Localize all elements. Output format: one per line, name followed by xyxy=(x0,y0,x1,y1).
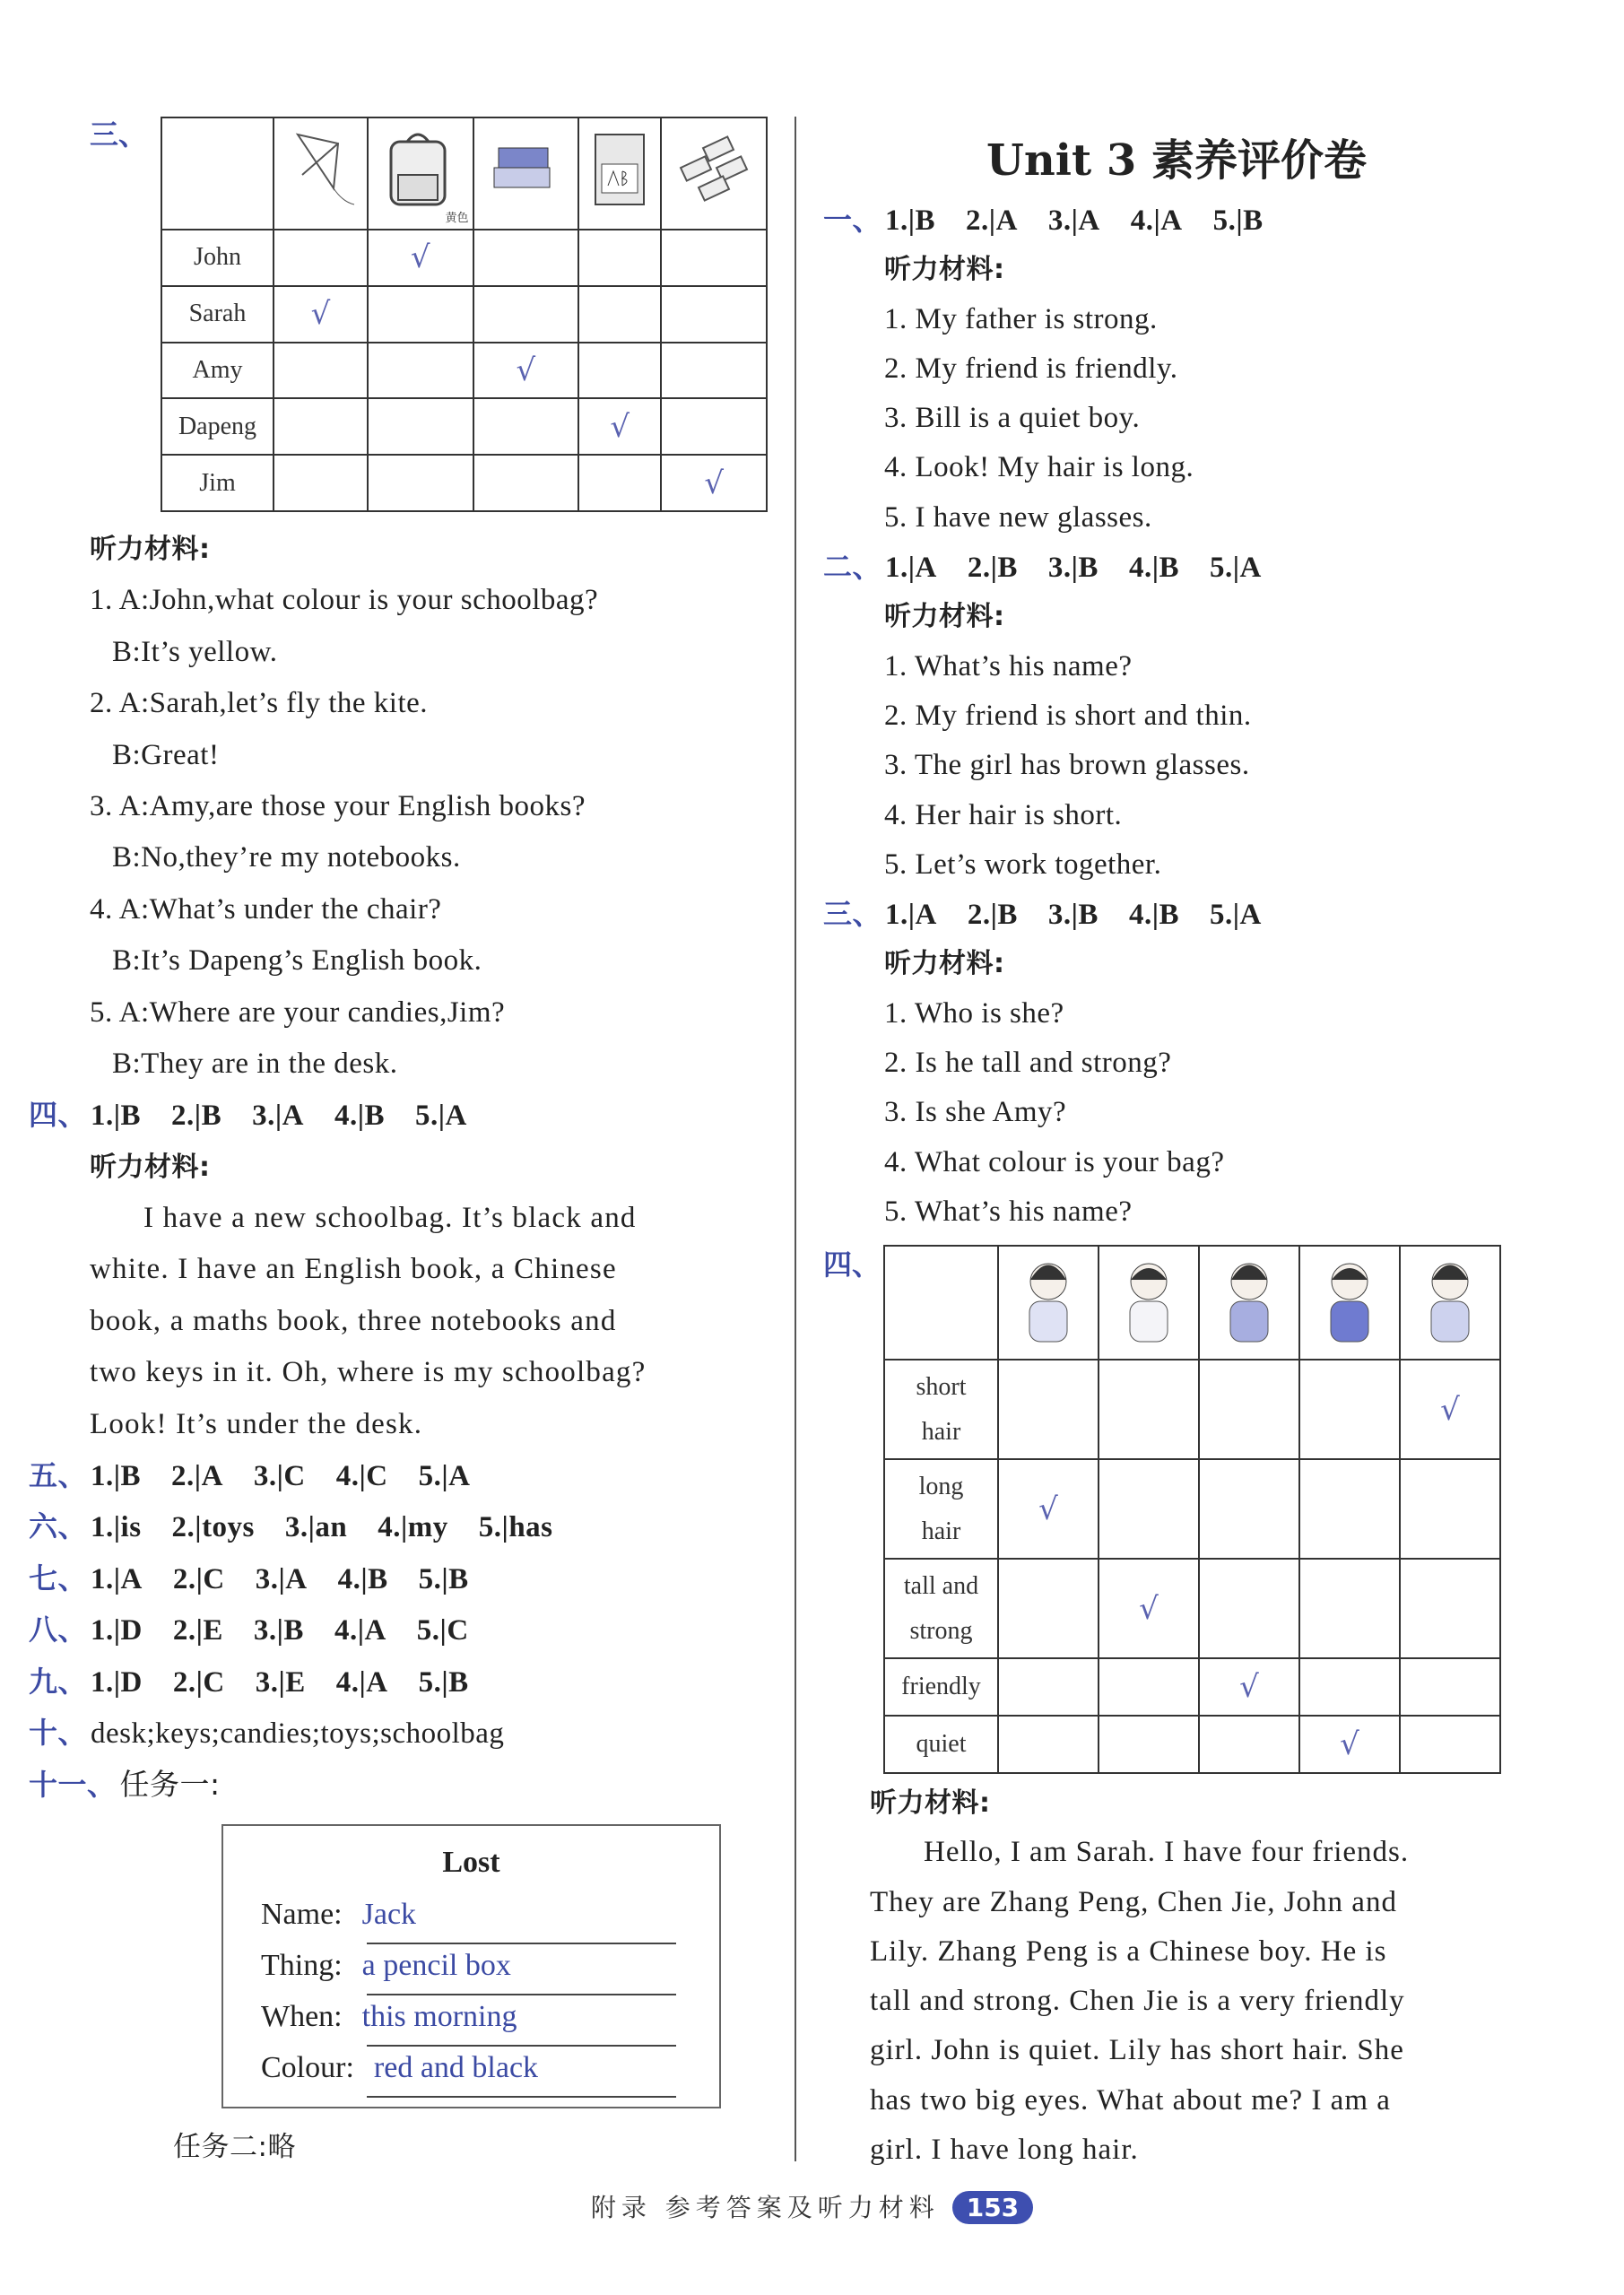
check-cell xyxy=(1299,1360,1400,1459)
table-row xyxy=(161,455,767,511)
candies-icon xyxy=(673,185,754,213)
answer-item: 2.|A xyxy=(966,204,1018,237)
answer-item: 5.|has xyxy=(478,1511,553,1544)
table-row xyxy=(161,343,767,399)
answer-item: 2.|E xyxy=(172,1614,223,1647)
child-header-cell xyxy=(1099,1246,1199,1360)
check-cell xyxy=(1099,1459,1199,1559)
field-label: Name: xyxy=(261,1898,343,1931)
english-book-icon xyxy=(588,189,651,217)
answer-text: desk;keys;candies;toys;schoolbag xyxy=(91,1717,505,1750)
check-cell xyxy=(368,398,473,455)
trait-label: strong xyxy=(909,1616,973,1645)
answer-row xyxy=(823,543,1603,592)
field-value: Jack xyxy=(361,1898,417,1931)
field-label: When: xyxy=(261,2000,343,2033)
listening-heading: 听力材料: xyxy=(884,601,1005,633)
answer-item: 3.|B xyxy=(1047,552,1099,585)
listening-heading: 听力材料: xyxy=(884,254,1005,286)
checkmark-icon: √ xyxy=(704,465,724,501)
task-2-text: 任务二:略 xyxy=(173,2131,296,2163)
check-cell xyxy=(661,343,767,399)
item-header-cell xyxy=(661,117,767,230)
answer-item: 1.|B xyxy=(91,1460,142,1493)
notebooks-icon xyxy=(485,180,566,208)
trait-cell xyxy=(884,1716,998,1773)
section-marker: 四、 xyxy=(29,1098,88,1133)
lost-title: Lost xyxy=(442,1846,500,1879)
answer-row xyxy=(29,1501,789,1552)
trait-label: quiet xyxy=(916,1730,967,1758)
dialogue-line: 2. A:Sarah,let’s fly the kite. xyxy=(90,687,429,720)
section-marker: 八、 xyxy=(29,1613,88,1647)
child-avatar-icon xyxy=(1419,1323,1481,1351)
trait-label: hair xyxy=(921,1417,961,1446)
check-cell xyxy=(274,455,368,511)
answer-item: 2.|C xyxy=(172,1562,225,1595)
check-cell xyxy=(578,398,661,455)
check-cell xyxy=(1299,1459,1400,1559)
listening-line: 1. Who is she? xyxy=(884,996,1064,1030)
lost-row-colour xyxy=(261,2051,538,2085)
header-row xyxy=(884,1246,1500,1360)
right-column xyxy=(823,196,1603,1237)
trait-label: long xyxy=(918,1472,964,1500)
item-header-cell xyxy=(578,117,661,230)
left-column xyxy=(29,524,789,1811)
check-cell xyxy=(998,1716,1099,1773)
field-underline xyxy=(367,1994,676,1995)
answers xyxy=(91,1091,498,1142)
check-cell xyxy=(1400,1658,1500,1716)
dialogue-line: B:No,they’re my notebooks. xyxy=(112,841,461,874)
answer-item: 2.|C xyxy=(172,1665,225,1699)
check-cell xyxy=(1099,1559,1199,1658)
check-cell xyxy=(274,286,368,343)
table-row xyxy=(884,1716,1500,1773)
item-header-cell xyxy=(473,117,579,230)
answer-item: 2.|A xyxy=(171,1460,223,1493)
listening-line: 5. I have new glasses. xyxy=(884,500,1152,534)
check-cell xyxy=(1199,1658,1299,1716)
answer-item: 1.|A xyxy=(91,1562,143,1595)
lost-row-when xyxy=(261,2000,517,2034)
answers xyxy=(91,1605,499,1656)
answer-item: 5.|C xyxy=(416,1614,469,1647)
name-cell: Dapeng xyxy=(161,398,274,455)
section-marker: 一、 xyxy=(823,203,882,237)
check-cell xyxy=(578,343,661,399)
dialogue-line: B:It’s Dapeng’s English book. xyxy=(112,944,482,978)
answer-row xyxy=(29,1759,789,1810)
dialogue-line: B:Great! xyxy=(112,738,220,771)
answer-item: 4.|B xyxy=(334,1100,385,1133)
answer-item: 1.|A xyxy=(885,552,937,585)
table-row xyxy=(161,286,767,343)
check-cell xyxy=(1099,1716,1199,1773)
field-label: Thing: xyxy=(261,1949,343,1982)
section-marker: 二、 xyxy=(823,550,882,585)
check-cell xyxy=(578,230,661,286)
item-header-cell xyxy=(274,117,368,230)
answer-item: 3.|A xyxy=(1047,204,1100,237)
answer-item: 1.|D xyxy=(91,1665,143,1699)
check-cell xyxy=(1199,1559,1299,1658)
listening-line: 4. Look! My hair is long. xyxy=(884,451,1194,484)
check-cell xyxy=(1099,1360,1199,1459)
check-cell xyxy=(1299,1658,1400,1716)
check-cell xyxy=(1199,1360,1299,1459)
dialogue-line: 1. A:John,what colour is your schoolbag? xyxy=(90,584,599,617)
traits-table xyxy=(883,1245,1501,1774)
lost-row-thing xyxy=(261,1949,511,1983)
answer-item: 1.|B xyxy=(885,204,936,237)
check-cell xyxy=(661,455,767,511)
check-cell xyxy=(274,230,368,286)
answers xyxy=(91,1502,584,1553)
lost-row-name xyxy=(261,1898,416,1932)
listening-line: 2. Is he tall and strong? xyxy=(884,1047,1172,1080)
checkmark-icon: √ xyxy=(610,408,630,445)
corner-cell xyxy=(884,1246,998,1360)
answer-item: 2.|B xyxy=(967,552,1018,585)
check-cell xyxy=(578,455,661,511)
check-cell xyxy=(998,1459,1099,1559)
checkmark-icon: √ xyxy=(516,352,536,388)
listening-line: 5. What’s his name? xyxy=(884,1195,1133,1228)
paragraph-line: has two big eyes. What about me? I am a xyxy=(870,2083,1391,2117)
paragraph-line: white. I have an English book, a Chinese xyxy=(90,1253,617,1286)
answer-item: 1.|B xyxy=(91,1100,142,1133)
answer-item: 3.|A xyxy=(255,1562,308,1595)
section-marker: 十一、 xyxy=(29,1768,117,1803)
check-cell xyxy=(1400,1459,1500,1559)
child-header-cell xyxy=(998,1246,1099,1360)
page-number: 153 xyxy=(952,2191,1033,2224)
answers xyxy=(91,1451,500,1502)
check-cell xyxy=(1199,1459,1299,1559)
answers xyxy=(885,891,1292,940)
page-footer xyxy=(0,2188,1624,2224)
section-marker: 六、 xyxy=(29,1509,88,1544)
trait-cell xyxy=(884,1559,998,1658)
answer-row xyxy=(29,1553,789,1604)
check-cell xyxy=(274,343,368,399)
field-label: Colour: xyxy=(261,2051,354,2084)
answer-item: 3.|E xyxy=(255,1665,306,1699)
checkmark-icon: √ xyxy=(310,296,331,333)
page-title: Unit 3 素养评价卷 xyxy=(986,135,1367,186)
check-cell xyxy=(473,230,579,286)
table-row xyxy=(884,1559,1500,1658)
check-cell xyxy=(1099,1658,1199,1716)
check-cell xyxy=(1400,1716,1500,1773)
check-cell xyxy=(1199,1716,1299,1773)
check-cell xyxy=(1299,1716,1400,1773)
checkmark-icon: √ xyxy=(1440,1391,1460,1428)
lost-notice xyxy=(221,1824,721,2108)
answer-item: 5.|A xyxy=(1209,899,1262,932)
trait-cell xyxy=(884,1459,998,1559)
table-row xyxy=(161,398,767,455)
paragraph-line: Hello, I am Sarah. I have four friends. xyxy=(924,1836,1410,1869)
answer-item: 3.|B xyxy=(1047,899,1099,932)
check-cell xyxy=(368,230,473,286)
check-cell xyxy=(661,398,767,455)
answer-row xyxy=(29,1450,789,1501)
paragraph-line: Lily. Zhang Peng is a Chinese boy. He is xyxy=(870,1934,1387,1968)
corner-cell xyxy=(161,117,274,230)
answer-item: 4.|B xyxy=(1128,899,1179,932)
task-1-label: 任务一: xyxy=(119,1767,221,1803)
name-cell: John xyxy=(161,230,274,286)
child-header-cell xyxy=(1199,1246,1299,1360)
paragraph-line: They are Zhang Peng, Chen Jie, John and xyxy=(870,1885,1397,1918)
field-underline xyxy=(367,1943,676,1944)
section-marker: 九、 xyxy=(29,1664,88,1699)
check-cell xyxy=(578,286,661,343)
check-cell xyxy=(998,1360,1099,1459)
answer-row xyxy=(29,1090,789,1141)
items-table xyxy=(161,117,768,512)
listening-line: 2. My friend is short and thin. xyxy=(884,699,1252,732)
trait-cell xyxy=(884,1658,998,1716)
paragraph-line: book, a maths book, three notebooks and xyxy=(90,1304,617,1337)
check-cell xyxy=(998,1559,1099,1658)
answer-row xyxy=(823,196,1603,245)
check-cell xyxy=(473,455,579,511)
section-3-marker: 三、 xyxy=(90,117,148,152)
name-cell: Jim xyxy=(161,455,274,511)
paragraph-line: Look! It’s under the desk. xyxy=(90,1407,423,1440)
answer-item: 4.|A xyxy=(1130,204,1183,237)
checkmark-icon: √ xyxy=(1239,1669,1259,1705)
listening-heading: 听力材料: xyxy=(884,948,1005,980)
listening-line: 3. The girl has brown glasses. xyxy=(884,749,1250,782)
answer-item: 1.|A xyxy=(885,899,937,932)
listening-line: 1. My father is strong. xyxy=(884,302,1158,335)
header-row xyxy=(161,117,767,230)
answer-item: 5.|A xyxy=(418,1460,471,1493)
section-marker: 十、 xyxy=(29,1715,88,1750)
check-cell xyxy=(998,1658,1099,1716)
table-row xyxy=(884,1459,1500,1559)
answer-item: 2.|B xyxy=(967,899,1018,932)
check-cell xyxy=(368,286,473,343)
answer-item: 3.|B xyxy=(253,1614,304,1647)
table-row xyxy=(161,230,767,286)
answer-item: 1.|is xyxy=(91,1511,142,1544)
answer-item: 4.|B xyxy=(1128,552,1179,585)
field-underline xyxy=(367,2096,676,2098)
name-cell: Sarah xyxy=(161,286,274,343)
check-cell xyxy=(473,398,579,455)
checkmark-icon: √ xyxy=(410,239,430,276)
check-cell xyxy=(1400,1559,1500,1658)
answer-item: 3.|C xyxy=(253,1460,306,1493)
section-marker: 五、 xyxy=(29,1458,88,1493)
child-avatar-icon xyxy=(1218,1323,1281,1351)
paragraph-line: girl. I have long hair. xyxy=(870,2134,1139,2167)
check-cell xyxy=(368,343,473,399)
listening-line: 4. Her hair is short. xyxy=(884,798,1123,831)
check-cell xyxy=(473,286,579,343)
check-cell xyxy=(1299,1559,1400,1658)
check-cell xyxy=(473,343,579,399)
paragraph-line: tall and strong. Chen Jie is a very friendly xyxy=(870,1985,1405,2018)
answer-row xyxy=(29,1604,789,1656)
child-avatar-icon xyxy=(1318,1323,1381,1351)
answer-item: 5.|B xyxy=(418,1562,469,1595)
answer-row xyxy=(823,890,1603,939)
check-cell xyxy=(274,398,368,455)
answer-item: 4.|A xyxy=(335,1665,388,1699)
section-marker: 三、 xyxy=(823,897,882,932)
answer-item: 4.|A xyxy=(334,1614,386,1647)
answers xyxy=(91,1657,499,1708)
listening-line: 5. Let’s work together. xyxy=(884,848,1162,881)
listening-heading: 听力材料: xyxy=(90,534,211,565)
field-value: red and black xyxy=(373,2051,539,2084)
trait-label: tall and xyxy=(903,1571,979,1600)
answer-item: 3.|an xyxy=(284,1511,348,1544)
answer-row xyxy=(29,1656,789,1708)
answer-item: 5.|B xyxy=(418,1665,469,1699)
check-cell xyxy=(661,286,767,343)
trait-label: friendly xyxy=(901,1673,981,1700)
item-header-cell xyxy=(368,117,473,230)
field-value: a pencil box xyxy=(361,1949,511,1982)
column-divider xyxy=(795,117,796,2161)
table-row xyxy=(884,1658,1500,1716)
listening-line: 4. What colour is your bag? xyxy=(884,1145,1225,1178)
answer-item: 5.|A xyxy=(414,1100,467,1133)
dialogue-line: B:It’s yellow. xyxy=(112,635,278,668)
dialogue-line: 4. A:What’s under the chair? xyxy=(90,892,442,926)
answer-item: 4.|C xyxy=(335,1460,388,1493)
section-4-marker-right: 四、 xyxy=(823,1247,881,1282)
name-cell: Amy xyxy=(161,343,274,399)
answer-item: 5.|B xyxy=(1212,204,1264,237)
dialogue-line: B:They are in the desk. xyxy=(112,1047,398,1080)
trait-cell xyxy=(884,1360,998,1459)
check-cell xyxy=(661,230,767,286)
paragraph-line: two keys in it. Oh, where is my schoolbag? xyxy=(90,1356,647,1389)
checkmark-icon: √ xyxy=(1340,1726,1359,1762)
trait-label: short xyxy=(916,1372,967,1401)
listening-line: 3. Bill is a quiet boy. xyxy=(884,402,1141,435)
answer-item: 1.|D xyxy=(91,1614,143,1647)
field-value: this morning xyxy=(361,2000,517,2033)
child-header-cell xyxy=(1400,1246,1500,1360)
checkmark-icon: √ xyxy=(1139,1590,1159,1627)
trait-label: hair xyxy=(921,1517,961,1545)
dialogue-line: 5. A:Where are your candies,Jim? xyxy=(90,995,506,1029)
kite-icon xyxy=(284,194,356,222)
listening-line: 1. What’s his name? xyxy=(884,649,1133,682)
answers xyxy=(885,196,1294,246)
check-cell xyxy=(368,455,473,511)
answer-item: 5.|A xyxy=(1209,552,1262,585)
answers xyxy=(91,1554,499,1605)
check-cell xyxy=(1400,1360,1500,1459)
answer-item: 3.|A xyxy=(252,1100,304,1133)
bag-color-note: 黄色 xyxy=(445,212,469,225)
answer-item: 4.|B xyxy=(337,1562,388,1595)
listening-heading: 听力材料: xyxy=(90,1151,211,1183)
dialogue-line: 3. A:Amy,are those your English books? xyxy=(90,789,586,822)
child-avatar-icon xyxy=(1117,1323,1180,1351)
table-row xyxy=(884,1360,1500,1459)
listening-line: 2. My friend is friendly. xyxy=(884,352,1178,385)
answer-row xyxy=(29,1708,789,1759)
listening-heading: 听力材料: xyxy=(870,1787,991,1819)
right-section-4-listening xyxy=(870,1778,1507,2175)
paragraph-line: I have a new schoolbag. It’s black and xyxy=(143,1202,637,1235)
child-header-cell xyxy=(1299,1246,1400,1360)
field-underline xyxy=(367,2045,676,2047)
section-marker: 七、 xyxy=(29,1560,88,1595)
footer-text: 附录 参考答案及听力材料 xyxy=(590,2193,940,2222)
answer-item: 4.|my xyxy=(378,1511,448,1544)
paragraph-line: girl. John is quiet. Lily has short hair. She xyxy=(870,2034,1404,2067)
checkmark-icon: √ xyxy=(1038,1491,1058,1527)
child-avatar-icon xyxy=(1017,1323,1080,1351)
answers xyxy=(885,543,1292,593)
listening-line: 3. Is she Amy? xyxy=(884,1096,1067,1129)
answer-item: 2.|B xyxy=(171,1100,222,1133)
answer-item: 2.|toys xyxy=(171,1511,255,1544)
